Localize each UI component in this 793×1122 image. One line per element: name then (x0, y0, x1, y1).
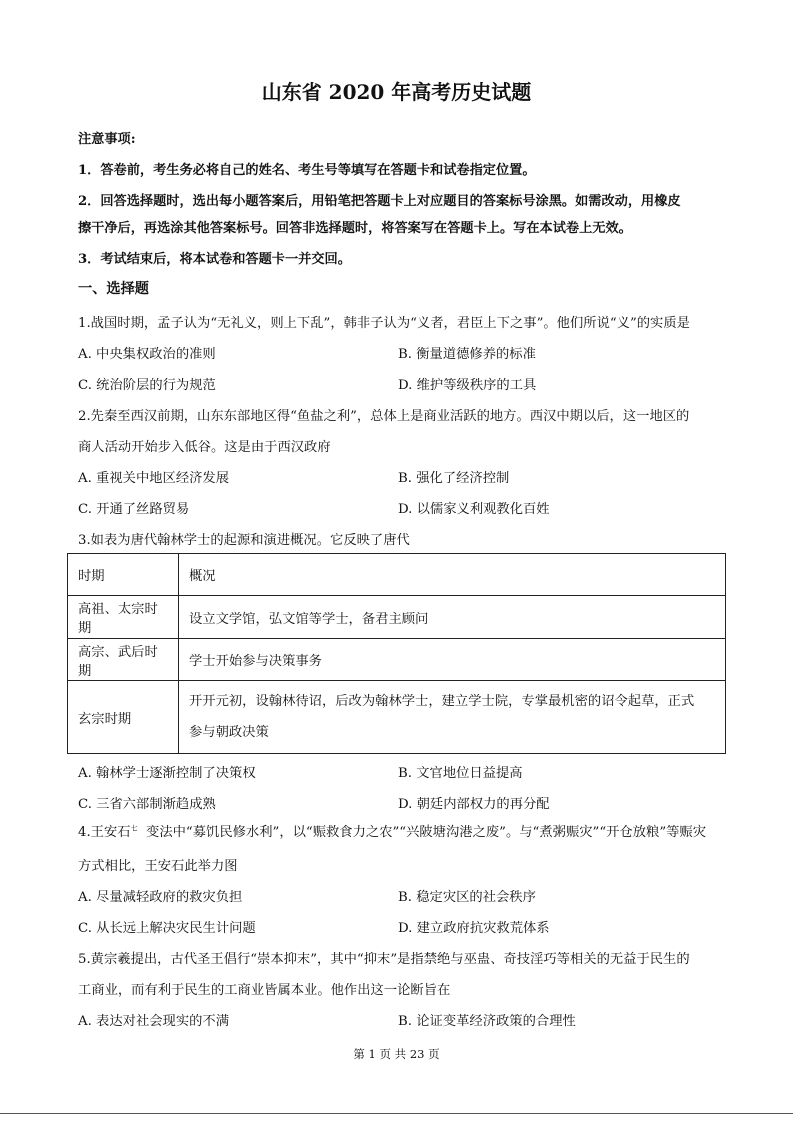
question-1-stem: 1.战国时期，孟子认为“无礼义，则上下乱”，韩非子认为“义者，君臣上下之事”。他们所说“义”的实质是 (78, 316, 690, 331)
notes-heading: 注意事项: (78, 132, 136, 147)
table-row (68, 681, 726, 754)
q1-option-c: C. 统治阶层的行为规范 (78, 378, 216, 393)
q2-option-a: A. 重视关中地区经济发展 (78, 471, 230, 486)
table-header-row (68, 554, 726, 596)
note-item-3: 3．考试结束后，将本试卷和答题卡一并交回。 (78, 252, 351, 267)
table-cell-period: 高宗、武后时期 (68, 639, 179, 681)
q3-option-a: A. 翰林学士逐渐控制了决策权 (78, 766, 256, 781)
q4-option-d: D. 建立政府抗灾救荒体系 (398, 921, 550, 936)
q1-option-b: B. 衡量道德修养的标准 (398, 347, 536, 362)
tang-hanlin-table (67, 553, 726, 754)
table-header-period: 时期 (68, 554, 179, 596)
q2-option-d: D. 以儒家义利观教化百姓 (398, 502, 550, 517)
table-cell-line: 参与朝政决策 (189, 725, 269, 740)
question-4-stem-part: 变法中“募饥民修水利”，以“赈救食力之农”“兴陂塘沟港之废”。与“煮粥赈灾”“开仓放粮”等赈灾 (146, 825, 707, 840)
note-item-2: 2．回答选择题时，选出每小题答案后，用铅笔把答题卡上对应题目的答案标号涂黑。如需改动，用橡皮 (78, 194, 681, 209)
q5-option-b: B. 论证变革经济政策的合理性 (398, 1014, 576, 1029)
q4-option-c: C. 从长远上解决灾民生计问题 (78, 921, 256, 936)
q1-option-a: A. 中央集权政治的准则 (78, 347, 216, 362)
table-cell-line: 开开元初，设翰林待诏，后改为翰林学士，建立学士院，专掌最机密的诏令起草，正式 (189, 694, 695, 709)
question-3-stem: 3.如表为唐代翰林学士的起源和演进概况。它反映了唐代 (78, 533, 410, 548)
q2-option-b: B. 强化了经济控制 (398, 471, 510, 486)
q1-option-d: D. 维护等级秩序的工具 (398, 378, 537, 393)
question-4-stem (78, 821, 706, 840)
note-item-1: 1．答卷前，考生务必将自己的姓名、考生号等填写在答题卡和试卷指定位置。 (78, 163, 536, 178)
question-4-stem-cont: 方式相比，王安石此举力图 (78, 859, 238, 874)
section-title: 一、选择题 (78, 281, 149, 297)
q2-option-c: C. 开通了丝路贸易 (78, 502, 190, 517)
q4-option-b: B. 稳定灾区的社会秩序 (398, 890, 536, 905)
question-2-stem: 2.先秦至西汉前期，山东东部地区得“鱼盐之利”，总体上是商业活跃的地方。西汉中期以后，这一地区的 (78, 409, 690, 424)
question-5-stem-cont: 工商业，而有利于民生的工商业皆属本业。他作出这一论断旨在 (78, 983, 451, 998)
note-item-2-cont: 擦干净后，再选涂其他答案标号。回答非选择题时，将答案写在答题卡上。写在本试卷上无效。 (78, 221, 632, 236)
table-cell-overview (179, 681, 726, 754)
table-cell-overview: 设立文学馆，弘文馆等学士，备君主顾问 (179, 596, 726, 639)
page-title: 山东省 2020 年高考历史试题 (261, 80, 532, 104)
q3-option-c: C. 三省六部制渐趋成熟 (78, 797, 216, 812)
table-row (68, 639, 726, 681)
question-2-stem-cont: 商人活动开始步入低谷。这是由于西汉政府 (78, 440, 331, 455)
table-cell-period: 高祖、太宗时期 (68, 596, 179, 639)
table-cell-period: 玄宗时期 (68, 681, 179, 754)
q4-option-a: A. 尽量减轻政府的救灾负担 (78, 890, 243, 905)
superscript-mark: 七 (130, 824, 138, 833)
table-header-overview: 概况 (179, 554, 726, 596)
table-cell-overview: 学士开始参与决策事务 (179, 639, 726, 681)
page-footer: 第 1 页 共 23 页 (353, 1047, 440, 1061)
question-5-stem: 5.黄宗羲提出，古代圣王倡行“崇本抑末”，其中“抑末”是指禁绝与巫蛊、奇技淫巧等相关的无益于民生的 (78, 952, 690, 967)
table-row (68, 596, 726, 639)
bottom-divider (0, 1113, 793, 1114)
q3-option-b: B. 文官地位日益提高 (398, 766, 523, 781)
question-4-stem-part: 4.王安石 (78, 825, 131, 840)
q3-option-d: D. 朝廷内部权力的再分配 (398, 797, 550, 812)
q5-option-a: A. 表达对社会现实的不满 (78, 1014, 230, 1029)
